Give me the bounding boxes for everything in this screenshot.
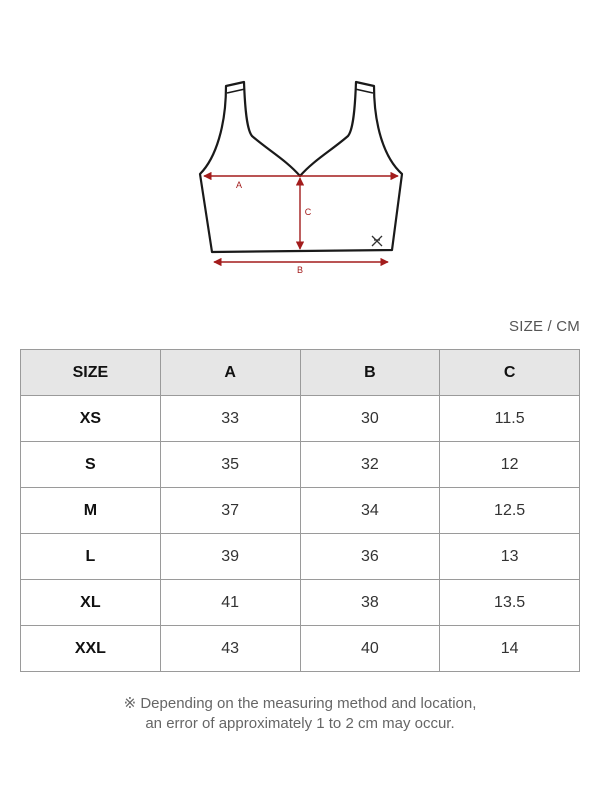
measure-label-c: C (304, 207, 312, 217)
value-cell-b: 36 (300, 534, 440, 580)
note-line-2: an error of approximately 1 to 2 cm may occur. (145, 715, 455, 732)
header-b: B (300, 350, 440, 396)
value-cell-a: 39 (160, 534, 300, 580)
measure-label-b: B (296, 265, 304, 275)
value-cell-a: 33 (160, 396, 300, 442)
size-cell: L (21, 534, 161, 580)
header-a: A (160, 350, 300, 396)
value-cell-b: 32 (300, 442, 440, 488)
table-row (21, 534, 580, 580)
size-cell: XXL (21, 626, 161, 672)
value-cell-a: 41 (160, 580, 300, 626)
table-row (21, 626, 580, 672)
table-row (21, 580, 580, 626)
value-cell-b: 38 (300, 580, 440, 626)
table-row (21, 488, 580, 534)
value-cell-a: 37 (160, 488, 300, 534)
size-cell: M (21, 488, 161, 534)
unit-label: SIZE / CM (509, 318, 580, 335)
measure-label-a: A (235, 180, 243, 190)
garment-measurement-diagram (190, 70, 420, 280)
value-cell-c: 12.5 (440, 488, 580, 534)
measurement-note (0, 694, 600, 734)
value-cell-b: 30 (300, 396, 440, 442)
value-cell-b: 34 (300, 488, 440, 534)
value-cell-b: 40 (300, 626, 440, 672)
value-cell-a: 35 (160, 442, 300, 488)
value-cell-c: 14 (440, 626, 580, 672)
size-cell: XL (21, 580, 161, 626)
header-size: SIZE (21, 350, 161, 396)
table-row (21, 396, 580, 442)
size-chart-table (20, 349, 580, 672)
value-cell-a: 43 (160, 626, 300, 672)
bra-top-outline-icon (200, 82, 402, 252)
value-cell-c: 11.5 (440, 396, 580, 442)
size-cell: S (21, 442, 161, 488)
header-c: C (440, 350, 580, 396)
value-cell-c: 12 (440, 442, 580, 488)
value-cell-c: 13 (440, 534, 580, 580)
value-cell-c: 13.5 (440, 580, 580, 626)
note-line-1: ※ Depending on the measuring method and location, (123, 695, 477, 712)
small-logo-mark-icon (372, 236, 382, 246)
table-header-row (21, 350, 580, 396)
table-row (21, 442, 580, 488)
size-cell: XS (21, 396, 161, 442)
